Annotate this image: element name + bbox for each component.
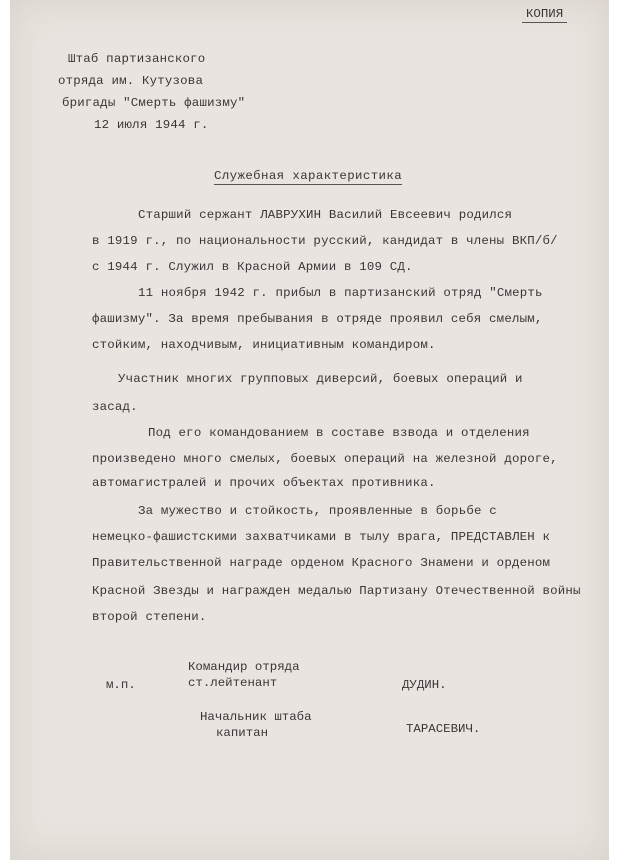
- body-line: Старший сержант ЛАВРУХИН Василий Евсеевич родился: [138, 208, 513, 222]
- body-line: в 1919 г., по национальности русский, кандидат в члены ВКП/б/: [92, 234, 558, 248]
- body-line: с 1944 г. Служил в Красной Армии в 109 СД.: [92, 260, 413, 274]
- header-line: Штаб партизанского: [68, 52, 206, 66]
- body-line: фашизму". За время пребывания в отряде проявил себя смелым,: [92, 312, 543, 326]
- body-line: 11 ноября 1942 г. прибыл в партизанский отряд "Смерть: [138, 286, 543, 300]
- body-line: немецко-фашистскими захватчиками в тылу врага, ПРЕДСТАВЛЕН к: [92, 530, 551, 544]
- chief-rank: капитан: [216, 726, 269, 740]
- chief-title: Начальник штаба: [200, 710, 312, 724]
- document-title: Служебная характеристика: [214, 169, 403, 183]
- copy-mark: КОПИЯ: [522, 6, 567, 23]
- body-line: Красной Звезды и награжден медалью Партизану Отечественной войны: [92, 584, 581, 598]
- body-line: засад.: [92, 400, 138, 414]
- header-line: бригады "Смерть фашизму": [62, 96, 246, 110]
- commander-name: ДУДИН.: [402, 678, 447, 692]
- body-line: произведено много смелых, боевых операций на железной дороге,: [92, 452, 558, 466]
- document-page: [10, 0, 609, 860]
- seal-mark: м.п.: [106, 678, 136, 692]
- body-line: стойким, находчивым, инициативным командиром.: [92, 338, 436, 352]
- body-line: Под его командованием в составе взвода и отделения: [148, 426, 530, 440]
- body-line: Участник многих групповых диверсий, боевых операций и: [118, 372, 523, 386]
- body-line: Правительственной награде орденом Красного Знамени и орденом: [92, 556, 551, 570]
- body-line: автомагистралей и прочих объектах противника.: [92, 476, 436, 490]
- body-line: второй степени.: [92, 610, 207, 624]
- commander-title: Командир отряда: [188, 660, 300, 674]
- chief-name: ТАРАСЕВИЧ.: [406, 722, 481, 736]
- header-line: отряда им. Кутузова: [58, 74, 204, 88]
- header-date: 12 июля 1944 г.: [94, 118, 209, 132]
- body-line: За мужество и стойкость, проявленные в борьбе с: [138, 504, 497, 518]
- commander-rank: ст.лейтенант: [188, 676, 278, 690]
